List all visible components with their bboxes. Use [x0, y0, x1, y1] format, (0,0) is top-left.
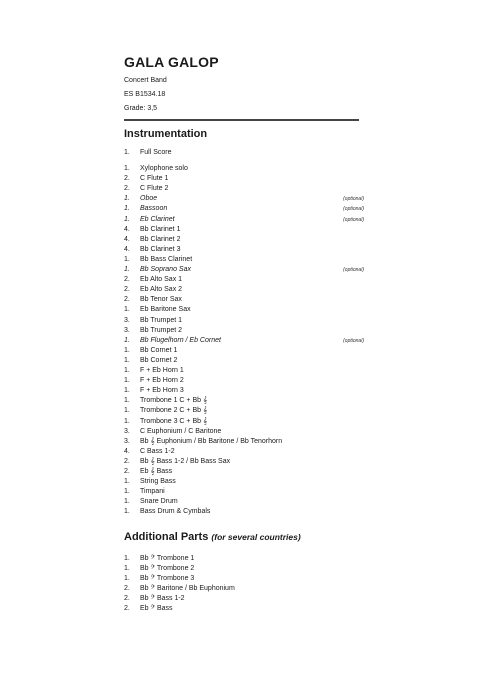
- part-name: Bb Clarinet 1: [140, 225, 181, 233]
- part-name: F + Eb Horn 2: [140, 377, 184, 385]
- part-count: 1.: [124, 498, 130, 506]
- part-name: Bb Flugelhorn / Eb Cornet: [140, 336, 221, 344]
- part-count: 1.: [124, 195, 130, 203]
- part-count: 3.: [124, 326, 130, 334]
- part-name: String Bass: [140, 478, 176, 486]
- part-row: [124, 346, 364, 356]
- part-row: [124, 574, 364, 584]
- part-row: [124, 194, 364, 204]
- part-row: [124, 386, 364, 396]
- part-count: 1.: [124, 575, 130, 582]
- part-count: 1.: [124, 565, 130, 572]
- part-row: [124, 604, 364, 614]
- part-row: [124, 497, 364, 507]
- part-count: 1.: [124, 397, 130, 405]
- part-row: [124, 235, 364, 245]
- ensemble-label: Concert Band: [124, 77, 167, 84]
- optional-tag: (optional): [343, 267, 364, 273]
- part-row: [124, 164, 364, 174]
- part-count: 1.: [124, 367, 130, 374]
- part-name: Xylophone solo: [140, 165, 188, 172]
- part-count: 3.: [124, 316, 130, 324]
- part-count: 1.: [124, 407, 130, 415]
- part-count: 2.: [124, 296, 130, 304]
- part-name: Bb Clarinet 2: [140, 235, 181, 243]
- part-row: [124, 487, 364, 497]
- part-name: C Euphonium / C Baritone: [140, 427, 222, 435]
- part-count: 1.: [124, 478, 130, 486]
- part-row: [124, 316, 364, 326]
- part-count: 1.: [124, 149, 130, 156]
- part-name: Bb 𝄢 Trombone 2: [140, 565, 195, 572]
- part-row: [124, 396, 364, 406]
- part-name: Bass Drum & Cymbals: [140, 508, 211, 516]
- part-name: C Flute 2: [140, 185, 169, 193]
- part-row: [124, 477, 364, 487]
- part-row: [124, 265, 364, 275]
- part-count: 2.: [124, 276, 130, 284]
- part-name: Trombone 2 C + Bb 𝄞: [140, 407, 208, 415]
- part-count: 1.: [124, 555, 130, 562]
- optional-tag: (optional): [343, 337, 364, 344]
- part-name: Bb 𝄞 Bass 1-2 / Bb Bass Sax: [140, 457, 231, 465]
- grade-label: Grade: 3,5: [124, 105, 158, 112]
- part-count: 4.: [124, 235, 130, 243]
- part-row: [124, 437, 364, 447]
- part-row: [124, 336, 364, 346]
- part-name: Snare Drum: [140, 498, 178, 506]
- part-count: 3.: [124, 427, 130, 435]
- part-count: 1.: [124, 508, 130, 516]
- part-row: [124, 215, 364, 225]
- part-row: [124, 174, 364, 184]
- additional-parts-title: Additional Parts: [124, 531, 209, 543]
- part-name: Bb 𝄢 Bass 1-2: [140, 595, 185, 602]
- part-count: 1.: [124, 488, 130, 496]
- part-row: [124, 417, 364, 427]
- part-row: [124, 366, 364, 376]
- part-count: 3.: [124, 437, 130, 445]
- part-count: 4.: [124, 225, 130, 233]
- optional-tag: (optional): [343, 206, 364, 213]
- part-row: [124, 255, 364, 265]
- part-name: Eb 𝄢 Bass: [140, 605, 173, 612]
- part-name: Bb Tenor Sax: [140, 296, 182, 304]
- part-name: Bb 𝄞 Euphonium / Bb Baritone / Bb Tenorhorn: [140, 437, 283, 445]
- part-count: 2.: [124, 185, 130, 193]
- part-name: Bassoon: [140, 205, 168, 213]
- piece-title: GALA GALOP: [124, 54, 219, 70]
- part-name: Bb 𝄢 Trombone 1: [140, 555, 195, 562]
- part-count: 2.: [124, 175, 130, 183]
- optional-tag: (optional): [343, 216, 364, 223]
- part-row: [124, 245, 364, 255]
- part-row: [124, 584, 364, 594]
- part-name: Oboe: [140, 195, 158, 203]
- part-row: [124, 427, 364, 437]
- instrumentation-heading: Instrumentation: [124, 128, 208, 140]
- part-name: Trombone 3 C + Bb 𝄞: [140, 417, 208, 425]
- part-count: 1.: [124, 377, 130, 385]
- part-count: 1.: [124, 387, 130, 395]
- part-name: Bb Soprano Sax: [140, 266, 191, 273]
- part-name: Trombone 1 C + Bb 𝄞: [140, 397, 208, 405]
- part-name: C Bass 1-2: [140, 447, 175, 455]
- part-name: C Flute 1: [140, 175, 169, 183]
- part-name: F + Eb Horn 3: [140, 387, 184, 395]
- part-count: 1.: [124, 356, 130, 364]
- part-count: 1.: [124, 165, 130, 172]
- part-count: 2.: [124, 595, 130, 602]
- part-row: [124, 594, 364, 604]
- part-count: 4.: [124, 447, 130, 455]
- part-count: 1.: [124, 255, 130, 263]
- part-name: Bb Trumpet 1: [140, 316, 183, 324]
- part-name: Eb Clarinet: [140, 215, 175, 223]
- part-count: 2.: [124, 286, 130, 294]
- part-row: [124, 447, 364, 457]
- part-row: [124, 275, 364, 285]
- part-count: 1.: [124, 346, 130, 354]
- part-name: Bb Clarinet 3: [140, 245, 181, 253]
- part-name: Timpani: [140, 488, 165, 496]
- part-count: 2.: [124, 585, 130, 592]
- part-row: [124, 507, 364, 517]
- part-name: Eb Alto Sax 1: [140, 276, 183, 284]
- part-name: Eb 𝄞 Bass: [140, 468, 173, 475]
- part-row: [124, 204, 364, 214]
- part-name: Bb Cornet 1: [140, 346, 178, 354]
- part-row: [124, 326, 364, 336]
- part-name: Bb 𝄢 Baritone / Bb Euphonium: [140, 585, 235, 592]
- part-name: Eb Alto Sax 2: [140, 286, 183, 294]
- part-name: Bb Bass Clarinet: [140, 255, 193, 263]
- part-count: 2.: [124, 457, 130, 465]
- part-name: Full Score: [140, 149, 172, 156]
- part-row: [124, 225, 364, 235]
- optional-tag: (optional): [343, 196, 364, 203]
- part-name: Bb 𝄢 Trombone 3: [140, 575, 195, 582]
- part-count: 1.: [124, 336, 130, 344]
- part-row: [124, 564, 364, 574]
- part-count: 1.: [124, 417, 130, 425]
- part-row: [124, 457, 364, 467]
- part-count: 2.: [124, 605, 130, 612]
- full-score-row: [124, 148, 364, 158]
- part-row: [124, 295, 364, 305]
- part-row: [124, 184, 364, 194]
- part-row: [124, 376, 364, 386]
- part-name: Eb Baritone Sax: [140, 306, 191, 314]
- part-count: 1.: [124, 205, 130, 213]
- additional-parts-heading: [124, 531, 301, 543]
- part-row: [124, 406, 364, 416]
- catalog-code: ES B1534.18: [124, 91, 166, 98]
- additional-parts-subtitle: (for several countries): [211, 532, 301, 542]
- part-count: 1.: [124, 266, 130, 273]
- part-row: [124, 554, 364, 564]
- part-row: [124, 467, 364, 477]
- part-count: 1.: [124, 215, 130, 223]
- header-divider: [124, 119, 359, 121]
- part-count: 2.: [124, 468, 130, 475]
- part-row: [124, 305, 364, 315]
- part-row: [124, 285, 364, 295]
- part-count: 4.: [124, 245, 130, 253]
- part-name: Bb Cornet 2: [140, 356, 178, 364]
- part-name: F + Eb Horn 1: [140, 367, 184, 374]
- part-name: Bb Trumpet 2: [140, 326, 183, 334]
- part-row: [124, 356, 364, 366]
- part-count: 1.: [124, 306, 130, 314]
